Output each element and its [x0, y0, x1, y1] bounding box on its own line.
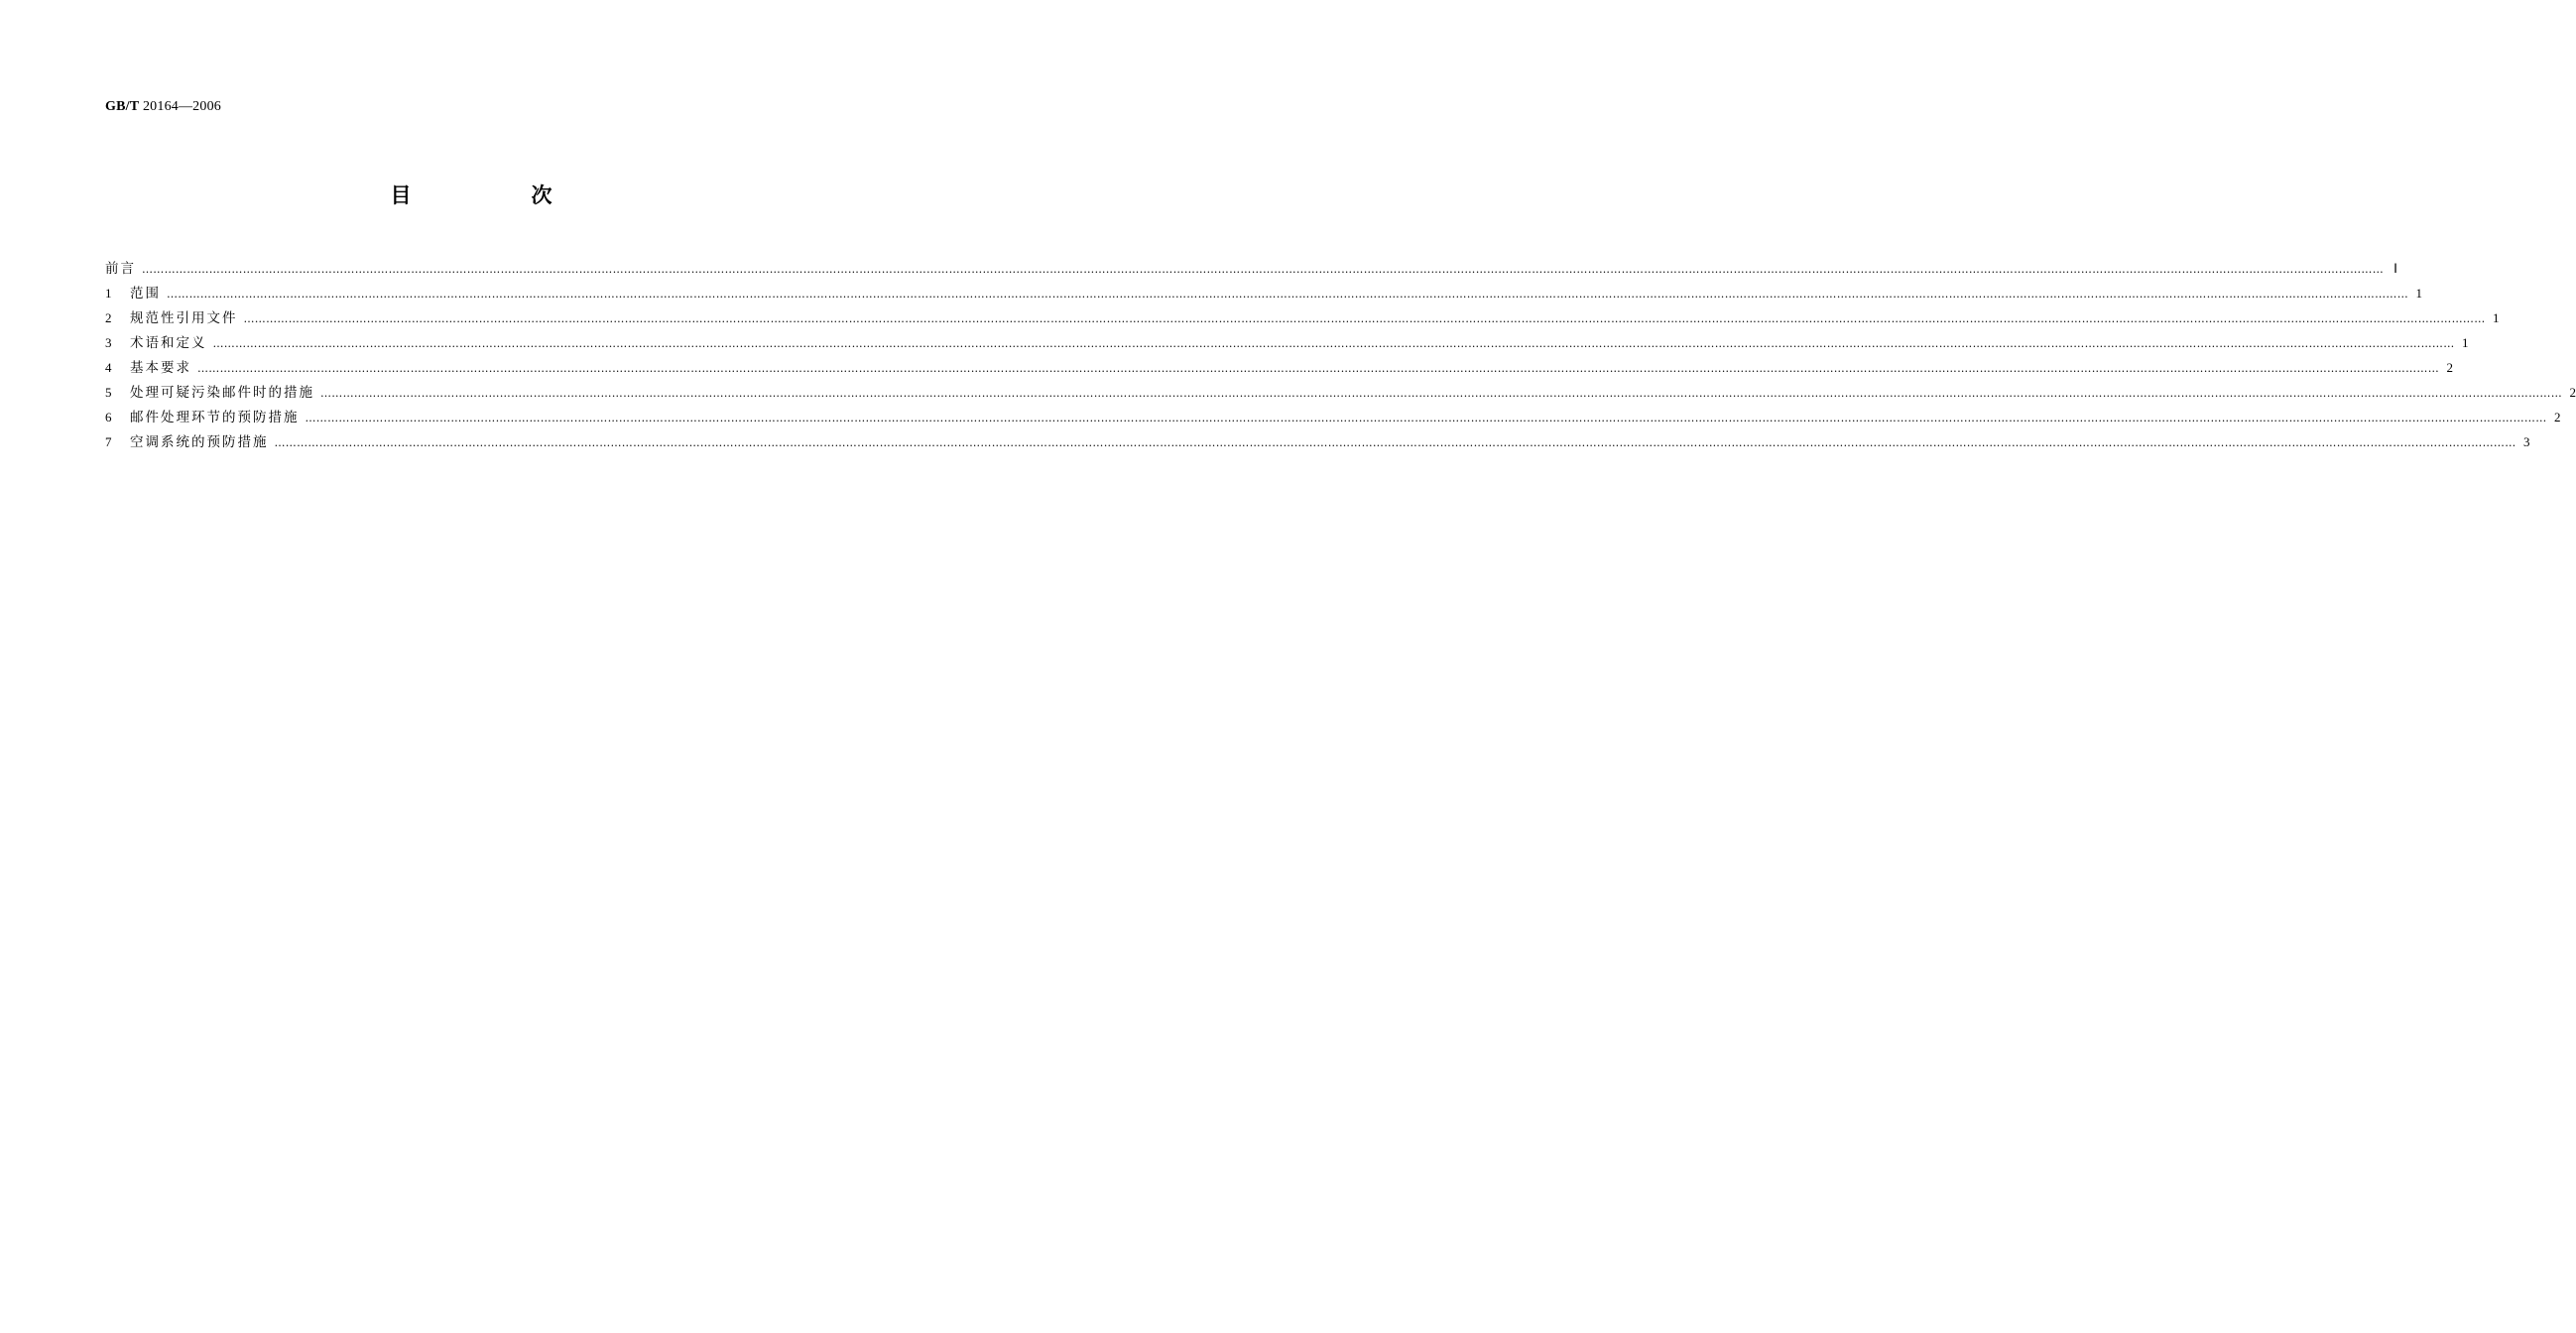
toc-entry-label: 范围 — [130, 286, 161, 302]
toc-dot-leader: …………………………………………………………………………………………………………………………………………………………………………………………………………………………………………………………………………………………………………………………………………………………………………………………………………………………………………………………………………………………………………………………………………………… — [167, 288, 2408, 301]
toc-entry-3[interactable] — [105, 333, 2469, 358]
toc-entry-label: 前言 — [105, 261, 136, 277]
toc-dot-leader: …………………………………………………………………………………………………………………………………………………………………………………………………………………………………………………………………………………………………………………………………………………………………………………………………………………………………………………………………………………………………………………………………………………… — [142, 263, 2384, 276]
toc-entry-number: 7 — [105, 434, 112, 449]
toc-dot-leader: …………………………………………………………………………………………………………………………………………………………………………………………………………………………………………………………………………………………………………………………………………………………………………………………………………………………………………………………………………………………………………………………………………………… — [243, 312, 2486, 325]
standard-number — [105, 99, 221, 115]
toc-entry-label: 空调系统的预防措施 — [130, 434, 269, 450]
toc-entry-page: 3 — [2523, 434, 2530, 449]
standard-code: 20164—2006 — [142, 99, 221, 114]
toc-entry-5[interactable] — [105, 383, 2576, 408]
toc-dot-leader: …………………………………………………………………………………………………………………………………………………………………………………………………………………………………………………………………………………………………………………………………………………………………………………………………………………………………………………………………………………………………………………………………………………… — [212, 337, 2455, 350]
toc-entry-number: 1 — [105, 286, 112, 301]
toc-entry-number: 4 — [105, 360, 112, 375]
toc-entry-label: 术语和定义 — [130, 335, 207, 351]
toc-dot-leader: …………………………………………………………………………………………………………………………………………………………………………………………………………………………………………………………………………………………………………………………………………………………………………………………………………………………………………………………………………………………………………………………………………………… — [305, 412, 2547, 424]
toc-entry-4[interactable] — [105, 358, 2453, 383]
toc-entry-label: 规范性引用文件 — [130, 310, 238, 326]
toc-entry-label: 处理可疑污染邮件时的措施 — [130, 385, 314, 401]
standard-prefix: GB/T — [105, 99, 140, 114]
toc-entry-label: 邮件处理环节的预防措施 — [130, 410, 300, 425]
toc-entry-page: 1 — [2415, 286, 2422, 301]
toc-entry-page: 2 — [2446, 360, 2453, 375]
toc-entry-page: 2 — [2554, 410, 2561, 424]
toc-dot-leader: …………………………………………………………………………………………………………………………………………………………………………………………………………………………………………………………………………………………………………………………………………………………………………………………………………………………………………………………………………………………………………………………………………………… — [274, 436, 2516, 449]
toc-entry-label: 基本要求 — [130, 360, 191, 376]
toc-entry-page: Ⅰ — [2393, 261, 2397, 276]
toc-entry-page: 1 — [2493, 310, 2500, 325]
toc-entry-2[interactable] — [105, 308, 2500, 333]
toc-entry-page: 1 — [2462, 335, 2469, 350]
toc-entry-number: 2 — [105, 310, 112, 325]
toc-title: 目 次 — [390, 183, 602, 207]
toc-entry-page: 2 — [2569, 385, 2576, 400]
toc-entry-number: 6 — [105, 410, 112, 424]
toc-dot-leader: …………………………………………………………………………………………………………………………………………………………………………………………………………………………………………………………………………………………………………………………………………………………………………………………………………………………………………………………………………………………………………………………………………………… — [320, 387, 2562, 400]
toc-entry-7[interactable] — [105, 432, 2530, 457]
table-of-contents — [105, 259, 2576, 457]
toc-entry-6[interactable] — [105, 408, 2561, 432]
toc-entry-1[interactable] — [105, 284, 2422, 308]
toc-entry-number: 5 — [105, 385, 112, 400]
toc-dot-leader: …………………………………………………………………………………………………………………………………………………………………………………………………………………………………………………………………………………………………………………………………………………………………………………………………………………………………………………………………………………………………………………………………………………… — [197, 362, 2439, 375]
toc-entry-foreword[interactable] — [105, 259, 2397, 284]
toc-entry-number: 3 — [105, 335, 112, 350]
